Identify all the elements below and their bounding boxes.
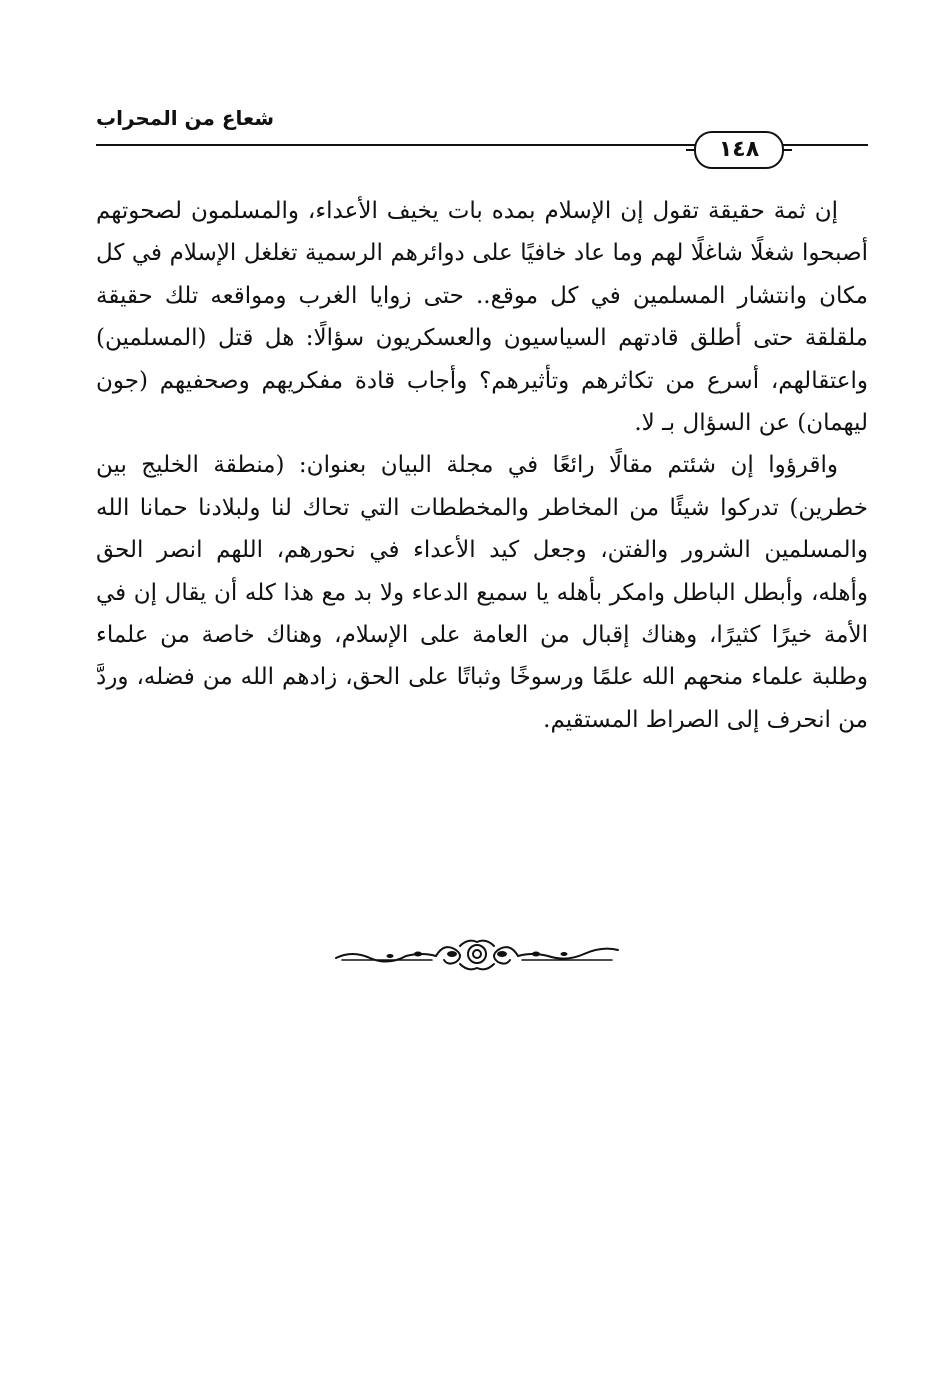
page-header bbox=[96, 104, 868, 184]
paragraph-1: إن ثمة حقيقة تقول إن الإسلام بمده بات يخيف الأعداء، والمسلمون لصحوتهم أصبحوا شغلًا شاغلًا لهم وما عاد خافيًا على دوائرهم الرسمية تغلغل الإسلام في كل مكان وانتشار المسلمين في كل موقع.. حتى زوايا الغرب ومواقعه تلك حقيقة ملقلقة حتى أطلق قادتهم السياسيون والعسكريون سؤالًا: هل قتل (المسلمين) واعتقالهم، أسرع من تكاثرهم وتأثيرهم؟ وأجاب قادة مفكريهم وصحفيهم (جون ليهمان) عن السؤال بـ لا. bbox=[96, 198, 868, 437]
page-number-badge: ١٤٨ bbox=[694, 131, 784, 169]
floral-divider-icon bbox=[332, 932, 622, 976]
running-title: شعاع من المحراب bbox=[96, 106, 275, 130]
body-text bbox=[96, 190, 868, 741]
paragraph-2: واقرؤوا إن شئتم مقالًا رائعًا في مجلة البيان بعنوان: (منطقة الخليج بين خطرين) تدركوا شيئًا من المخاطر والمخططات التي تحاك لنا ولبلادنا حمانا الله والمسلمين الشرور والفتن، وجعل كيد الأعداء في نحورهم، اللهم انصر الحق وأهله، وأبطل الباطل وامكر بأهله يا سميع الدعاء ولا بد مع هذا كله أن يقال إن في الأمة خيرًا كثيرًا، وهناك إقبال من العامة على الإسلام، وهناك خاصة من علماء وطلبة علماء منحهم الله علمًا ورسوخًا وثباتًا على الحق، زادهم الله من فضله، وردَّ من انحرف إلى الصراط المستقيم. bbox=[96, 452, 868, 733]
